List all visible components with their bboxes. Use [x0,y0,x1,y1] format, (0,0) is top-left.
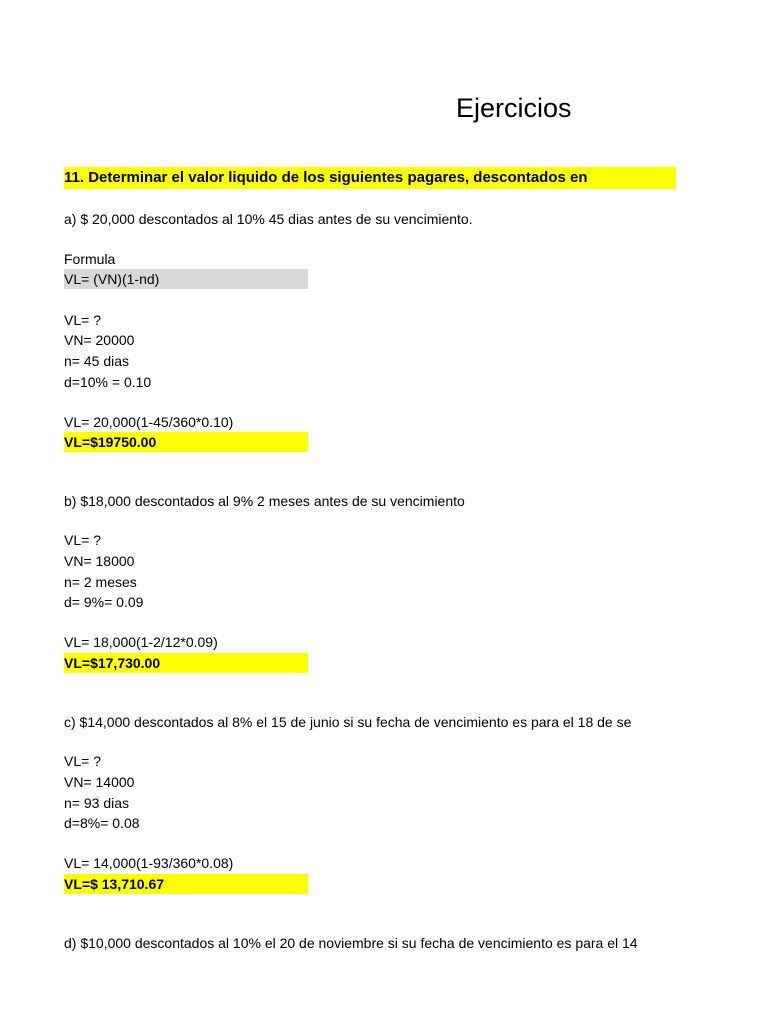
exercise-b-line: VN= 18000 [64,553,135,569]
exercise-c-statement: c) $14,000 descontados al 8% el 15 de junio si su fecha de vencimiento es para el 18 de se [64,714,632,730]
exercise-c-line: d=8%= 0.08 [64,815,140,831]
formula-cell: VL= (VN)(1-nd) [64,269,308,289]
exercise-c-line: VN= 14000 [64,774,135,790]
exercise-heading: 11. Determinar el valor liquido de los siguientes pagares, descontados en [64,167,676,189]
exercise-a-line: n= 45 dias [64,353,129,369]
exercise-c-calc: VL= 14,000(1-93/360*0.08) [64,855,234,871]
exercise-b-line: d= 9%= 0.09 [64,594,144,610]
exercise-c-result: VL=$ 13,710.67 [64,874,308,894]
exercise-b-calc: VL= 18,000(1-2/12*0.09) [64,634,218,650]
formula-label: Formula [64,251,116,267]
exercise-a-line: VN= 20000 [64,332,135,348]
exercise-d-statement: d) $10,000 descontados al 10% el 20 de noviembre si su fecha de vencimiento es para el 14 [64,935,638,951]
exercise-a-line: d=10% = 0.10 [64,374,152,390]
exercise-a-result: VL=$19750.00 [64,432,308,452]
exercise-c-line: VL= ? [64,753,101,769]
exercise-a-calc: VL= 20,000(1-45/360*0.10) [64,414,234,430]
exercise-b-result: VL=$17,730.00 [64,653,308,673]
exercise-b-line: VL= ? [64,532,101,548]
page-title: Ejercicios [456,93,572,123]
exercise-a-line: VL= ? [64,312,101,328]
exercise-b-line: n= 2 meses [64,574,137,590]
exercise-b-statement: b) $18,000 descontados al 9% 2 meses antes de su vencimiento [64,493,465,509]
exercise-a-statement: a) $ 20,000 descontados al 10% 45 dias antes de su vencimiento. [64,211,473,227]
exercise-c-line: n= 93 dias [64,795,129,811]
